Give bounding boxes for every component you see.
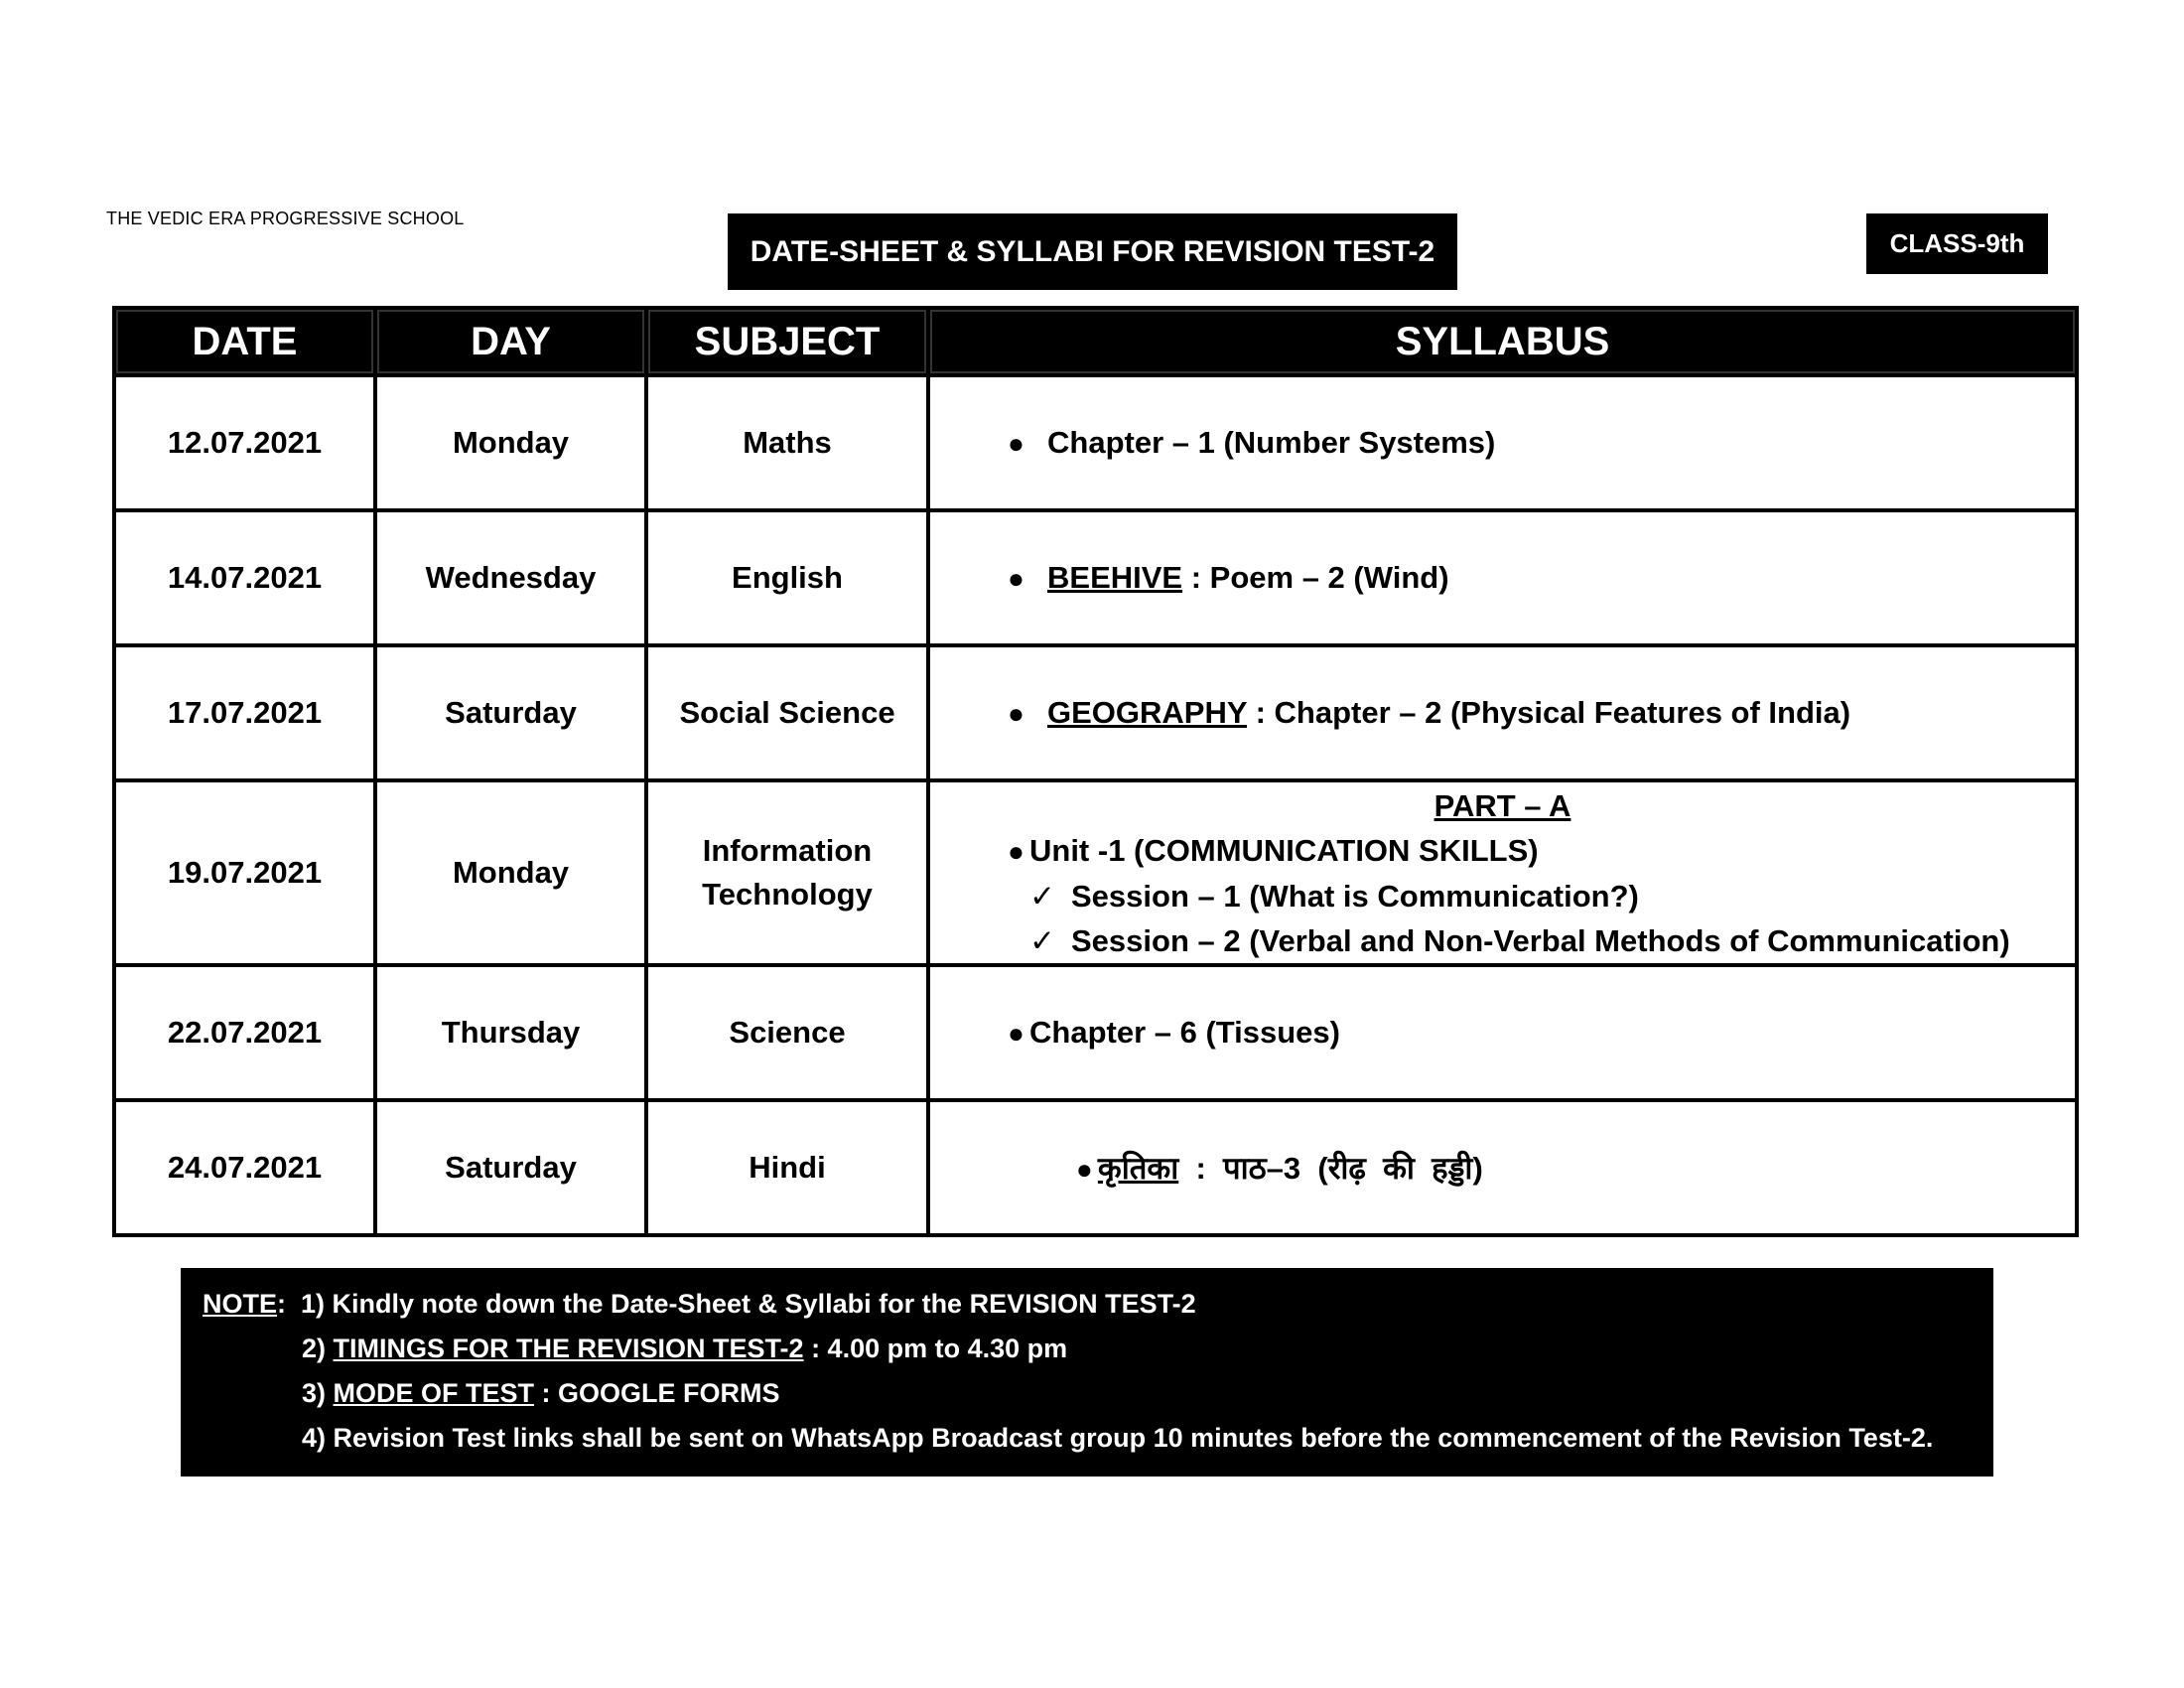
note-item: 1) Kindly note down the Date-Sheet & Syllabi for the REVISION TEST-2 <box>301 1289 1196 1319</box>
cell-subject: Maths <box>646 375 928 510</box>
note-line <box>203 1327 1993 1371</box>
cell-day: Saturday <box>375 1100 646 1235</box>
note-label: NOTE <box>203 1289 278 1319</box>
cell-date: 19.07.2021 <box>114 780 375 965</box>
syllabus-label: कृतिका <box>1097 1151 1179 1186</box>
note-item-prefix: 3) <box>302 1378 334 1408</box>
bullet-icon: ● <box>1008 835 1024 867</box>
cell-date: 14.07.2021 <box>114 510 375 645</box>
part-heading: PART – A <box>1433 787 1571 823</box>
syllabus-text: Chapter – 6 (Tissues) <box>1029 1015 1340 1050</box>
bullet-icon: ● <box>1008 1018 1024 1049</box>
cell-syllabus <box>928 375 2077 510</box>
note-item-prefix: 2) <box>302 1334 334 1363</box>
table-row <box>114 510 2077 645</box>
header-syllabus: SYLLABUS <box>928 308 2077 375</box>
unit-text: Unit -1 (COMMUNICATION SKILLS) <box>1029 832 1539 868</box>
cell-subject: English <box>646 510 928 645</box>
note-item-label: MODE OF TEST <box>333 1378 535 1408</box>
subject-line: Technology <box>702 877 873 912</box>
bullet-icon: ● <box>1075 1154 1093 1185</box>
bullet-icon: ● <box>1008 428 1024 459</box>
table-header-row <box>114 308 2077 375</box>
note-item-value: : GOOGLE FORMS <box>534 1378 780 1408</box>
table-row <box>114 645 2077 780</box>
cell-day: Thursday <box>375 965 646 1100</box>
syllabus-text: : Chapter – 2 (Physical Features of India) <box>1246 695 1851 730</box>
cell-subject: Science <box>646 965 928 1100</box>
syllabus-label: GEOGRAPHY <box>1047 695 1247 730</box>
cell-day: Monday <box>375 780 646 965</box>
subject-line: Information <box>702 833 873 868</box>
note-item-label: TIMINGS FOR THE REVISION TEST-2 <box>333 1334 804 1363</box>
cell-date: 22.07.2021 <box>114 965 375 1100</box>
session-line <box>1008 918 2075 963</box>
class-label: CLASS-9th <box>1866 213 2048 274</box>
cell-subject: Hindi <box>646 1100 928 1235</box>
note-box <box>181 1268 1993 1477</box>
session-text: Session – 2 (Verbal and Non-Verbal Methods of Communication) <box>1071 922 2010 958</box>
cell-date: 17.07.2021 <box>114 645 375 780</box>
note-line: NOTE: 1) Kindly note down the Date-Sheet & Syllabi for the REVISION TEST-2 <box>203 1289 1196 1319</box>
cell-syllabus <box>928 645 2077 780</box>
cell-date: 12.07.2021 <box>114 375 375 510</box>
cell-syllabus <box>928 965 2077 1100</box>
header-date: DATE <box>114 308 375 375</box>
session-text: Session – 1 (What is Communication?) <box>1071 878 1639 914</box>
syllabus-label: BEEHIVE <box>1047 560 1183 595</box>
cell-subject <box>646 780 928 965</box>
table-row <box>114 1100 2077 1235</box>
table-row <box>114 780 2077 965</box>
session-line <box>1008 874 2075 918</box>
table-row <box>114 965 2077 1100</box>
bullet-icon: ● <box>1008 698 1024 729</box>
cell-subject: Social Science <box>646 645 928 780</box>
cell-day: Wednesday <box>375 510 646 645</box>
syllabus-text: : पाठ–3 (रीढ़ की हड्डी) <box>1178 1151 1483 1186</box>
cell-syllabus <box>928 780 2077 965</box>
cell-syllabus <box>928 1100 2077 1235</box>
document-title: DATE-SHEET & SYLLABI FOR REVISION TEST-2 <box>728 213 1457 290</box>
date-sheet-table <box>112 306 2079 1237</box>
unit-line <box>1008 828 2075 874</box>
bullet-icon: ● <box>1008 563 1024 594</box>
checkmark-icon: ✓ <box>1029 922 1055 958</box>
checkmark-icon: ✓ <box>1029 878 1055 914</box>
cell-syllabus <box>928 510 2077 645</box>
header-subject: SUBJECT <box>646 308 928 375</box>
syllabus-text: Chapter – 1 (Number Systems) <box>1047 425 1496 460</box>
note-item-value: : 4.00 pm to 4.30 pm <box>803 1334 1068 1363</box>
cell-day: Saturday <box>375 645 646 780</box>
note-item: 4) Revision Test links shall be sent on WhatsApp Broadcast group 10 minutes before the commencement of the Revision Test-2. <box>302 1423 1934 1453</box>
school-name: THE VEDIC ERA PROGRESSIVE SCHOOL <box>106 209 465 228</box>
header-day: DAY <box>375 308 646 375</box>
note-line <box>203 1416 1993 1461</box>
cell-date: 24.07.2021 <box>114 1100 375 1235</box>
note-line <box>203 1371 1993 1416</box>
syllabus-text: : Poem – 2 (Wind) <box>1182 560 1449 595</box>
cell-day: Monday <box>375 375 646 510</box>
table-row <box>114 375 2077 510</box>
